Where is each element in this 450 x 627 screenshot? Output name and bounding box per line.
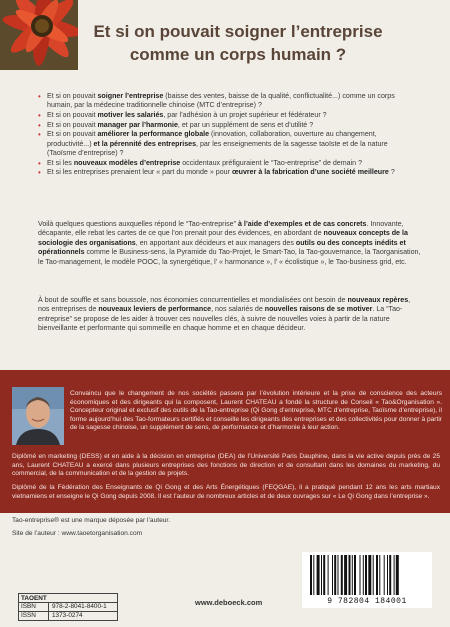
list-item: • Et si on pouvait manager par l’harmonie, et par un supplément de sens et d’utilité ?: [38, 121, 418, 130]
intro-paragraph: Voilà quelques questions auxquelles répond le “Tao-entreprise” à l’aide d’exemples et de cas concrets. Innovante, décapante, elle rebat les cartes de ce que l’on prenait pour des évidences, en abordant de nouveaux concepts de la sociologie des organisations, en apportant aux décideurs et aux managers des outils ou des concepts inédits et opérationnels comme le Business-sens, la Pyramide du Tao-Projet, le Smart-Tao, la Tao-gouvernance, la Taorganisation, le Tao-management, le modèle POOC, la synergétique, l’ « harmonance », l’ « écolistique », le Tao-business grid, etc.: [38, 220, 421, 266]
site-link[interactable]: www.taoetorganisation.com: [61, 530, 143, 537]
publisher-url[interactable]: www.deboeck.com: [195, 598, 263, 607]
list-item: • Et si les nouveaux modèles d’entreprise occidentaux préfiguraient le “Tao-entreprise” de demain ?: [38, 159, 418, 168]
question-list: [38, 92, 418, 178]
identifier-box: [18, 593, 118, 621]
barcode: [302, 552, 432, 608]
author-bio-1: Convaincu que le changement de nos sociétés passera par l’évolution intérieure et la prise de conscience des acteurs économiques et des dirigeants qui la composent, Laurent CHATEAU a fondé la structure de Conseil « Tao&Organisation ». Concepteur original et exclusif des outils de la Tao-entreprise (Qi Gong d’entreprise, MTC d’entreprise, Taoïsme d’entreprise), il forme aujourd’hui des Tao-formateurs certifiés et conseille les dirigeants des entreprises et des collectivités pour donner à partir de la sagesse chinoise, un supplément de sens, de performance et d’harmonie à leur action.: [70, 390, 442, 431]
series-code: TAOENT: [18, 593, 118, 603]
author-bio-3: Diplômé de la Fédération des Enseignants de Qi Gong et des Arts Énergétiques (FEQGAE), il a pratiqué pendant 12 ans les arts martiaux vietnamiens et enseigne le Qi Gong depuis 2008. Il est l’auteur de nombreux articles et de deux ouvrages sur « Le Qi Gong dans l’entreprise ».: [12, 484, 440, 500]
list-item: • Et si on pouvait améliorer la performance globale (innovation, collaboration, ouverture au changement, productivité...) et la pérennité des entreprises, par les enseignements de la sagesse taoïste et de la nature (Taoïsme d’entreprise) ?: [38, 130, 418, 158]
page-title: [88, 20, 388, 66]
author-band: [0, 370, 450, 513]
list-item: • Et si les entreprises prenaient leur « part du monde » pour œuvrer à la fabrication d’une société meilleure ?: [38, 168, 418, 177]
list-item: • Et si on pouvait motiver les salariés, par l’adhésion à un projet supérieur et fédérateur ?: [38, 111, 418, 120]
title-line-2: comme un corps humain ?: [129, 45, 347, 64]
trademark-note: Tao-entreprise® est une marque déposée par l’auteur.: [12, 517, 171, 524]
isbn-row: ISBN 978-2-8041-8400-1: [18, 603, 118, 612]
second-paragraph: À bout de souffle et sans boussole, nos économies concurrentielles et mondialisées ont besoin de nouveaux repères, nos entreprises de nouveaux leviers de performance, nos salariés de nouvelles raisons de se motiver. La “Tao-entreprise” se propose de les aider à trouver ces nouvelles clés, à suivre de nouvelles voies à partir de la nature bienveillante et performante qui sommeille en chaque homme et en chaque décideur.: [38, 296, 411, 333]
title-line-1: Et si on pouvait soigner l’entreprise: [93, 22, 383, 41]
barcode-number: 9 782804 184001: [327, 597, 407, 606]
flower-image: [0, 0, 78, 70]
author-bio-2: Diplômé en marketing (DESS) et en aide à la décision en entreprise (DEA) de l’Université Paris Dauphine, dans la vie active depuis près de 25 ans, Laurent CHATEAU a exercé dans plusieurs entreprises des fonctions de direction et de consultant dans les domaines du marketing, du commercial, de la communication et de la gestion de projets.: [12, 453, 440, 477]
list-item: • Et si on pouvait soigner l’entreprise (baisse des ventes, baisse de la qualité, conflictualité...) comme un corps humain, par la médecine traditionnelle chinoise (MTC d’entreprise) ?: [38, 92, 418, 111]
issn-row: ISSN 1373-0274: [18, 612, 118, 621]
author-photo: [12, 387, 64, 445]
barcode-bars-icon: [310, 555, 424, 595]
author-site: Site de l’auteur : www.taoetorganisation.com: [12, 530, 143, 537]
